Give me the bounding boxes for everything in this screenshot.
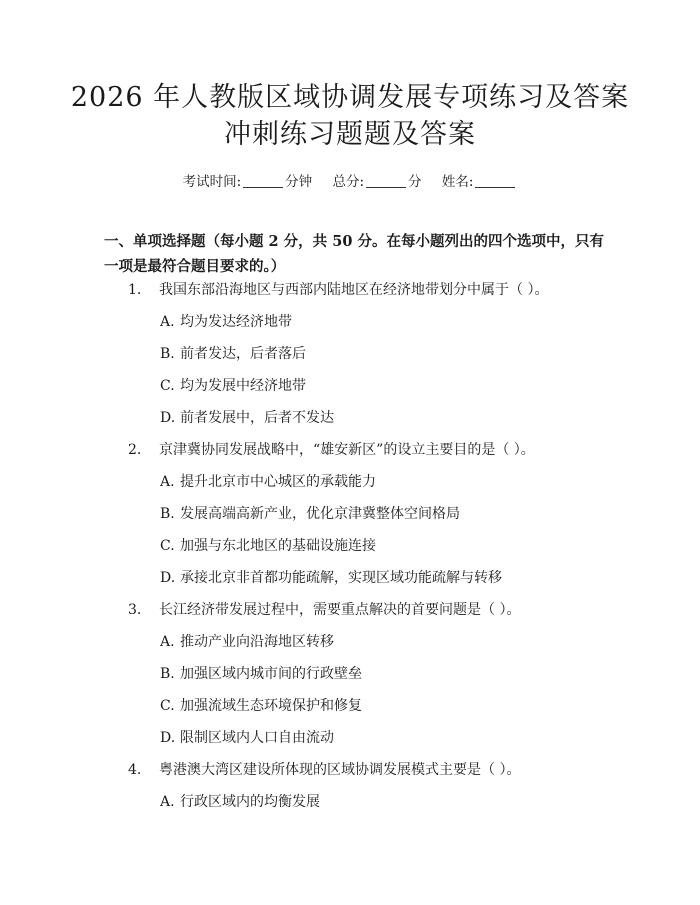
question-stem: 粤港澳大湾区建设所体现的区域协调发展模式主要是（ ）。 <box>159 762 521 778</box>
option-letter: D. <box>160 410 176 426</box>
option-letter: A. <box>160 634 175 650</box>
option-3c <box>160 699 362 713</box>
option-1b <box>160 347 306 361</box>
question-stem: 我国东部沿海地区与西部内陆地区在经济地带划分中属于（ ）。 <box>159 282 549 298</box>
page-title-line1: 2026 年人教版区域协调发展专项练习及答案 <box>70 82 630 113</box>
total-score-field <box>332 170 421 190</box>
option-2c <box>160 539 376 553</box>
name-blank <box>475 175 515 188</box>
option-4a <box>160 795 320 809</box>
total-score-blank <box>366 175 406 188</box>
option-text: 均为发达经济地带 <box>180 314 292 330</box>
exam-time-blank <box>243 175 283 188</box>
question-stem: 长江经济带发展过程中，需要重点解决的首要问题是（ ）。 <box>159 602 521 618</box>
exam-time-field <box>183 170 313 190</box>
option-text: 加强区域内城市间的行政壁垒 <box>180 666 362 682</box>
option-text: 均为发展中经济地带 <box>180 378 306 394</box>
option-text: 前者发达，后者落后 <box>180 346 306 362</box>
option-text: 提升北京市中心城区的承载能力 <box>180 474 376 490</box>
question-4 <box>128 763 520 777</box>
option-3a <box>160 635 334 649</box>
exam-time-label: 考试时间: <box>182 174 242 190</box>
question-1 <box>128 283 548 297</box>
total-score-unit: 分 <box>408 174 422 190</box>
option-letter: D. <box>160 730 176 746</box>
option-letter: A. <box>160 794 175 810</box>
option-1a <box>160 315 292 329</box>
option-text: 推动产业向沿海地区转移 <box>180 634 334 650</box>
option-1d <box>160 411 334 425</box>
option-text: 限制区域内人口自由流动 <box>180 730 334 746</box>
option-text: 行政区域内的均衡发展 <box>180 794 320 810</box>
option-1c <box>160 379 306 393</box>
option-letter: A. <box>160 314 175 330</box>
option-text: 前者发展中，后者不发达 <box>180 410 334 426</box>
question-number: 4. <box>128 762 142 778</box>
question-stem: 京津冀协同发展战略中，“雄安新区”的设立主要目的是（ ）。 <box>159 442 535 458</box>
name-label: 姓名: <box>441 174 474 190</box>
option-2d <box>160 571 502 585</box>
option-text: 加强流域生态环境保护和修复 <box>180 698 362 714</box>
option-text: 发展高端高新产业，优化京津冀整体空间格局 <box>180 506 460 522</box>
option-text: 加强与东北地区的基础设施连接 <box>180 538 376 554</box>
question-3 <box>128 603 520 617</box>
section-heading: 一、单项选择题（每小题 2 分，共 50 分。在每小题列出的四个选项中，只有一项是最符合题目要求的。） <box>104 233 604 275</box>
question-number: 1. <box>128 282 142 298</box>
page-title-line2: 冲刺练习题题及答案 <box>224 119 476 150</box>
option-letter: B. <box>160 506 175 522</box>
option-2b <box>160 507 460 521</box>
option-letter: C. <box>160 538 175 554</box>
option-letter: C. <box>160 378 175 394</box>
question-number: 2. <box>128 442 142 458</box>
option-3d <box>160 731 334 745</box>
option-letter: B. <box>160 666 175 682</box>
question-2 <box>128 443 535 457</box>
exam-time-unit: 分钟 <box>285 174 313 190</box>
name-field <box>442 170 518 190</box>
option-letter: A. <box>160 474 175 490</box>
option-letter: B. <box>160 346 175 362</box>
option-2a <box>160 475 376 489</box>
option-letter: C. <box>160 698 175 714</box>
question-number: 3. <box>128 602 142 618</box>
option-text: 承接北京非首都功能疏解，实现区域功能疏解与转移 <box>180 570 502 586</box>
option-3b <box>160 667 362 681</box>
total-score-label: 总分: <box>332 174 365 190</box>
exam-info-row <box>0 170 700 190</box>
option-letter: D. <box>160 570 176 586</box>
